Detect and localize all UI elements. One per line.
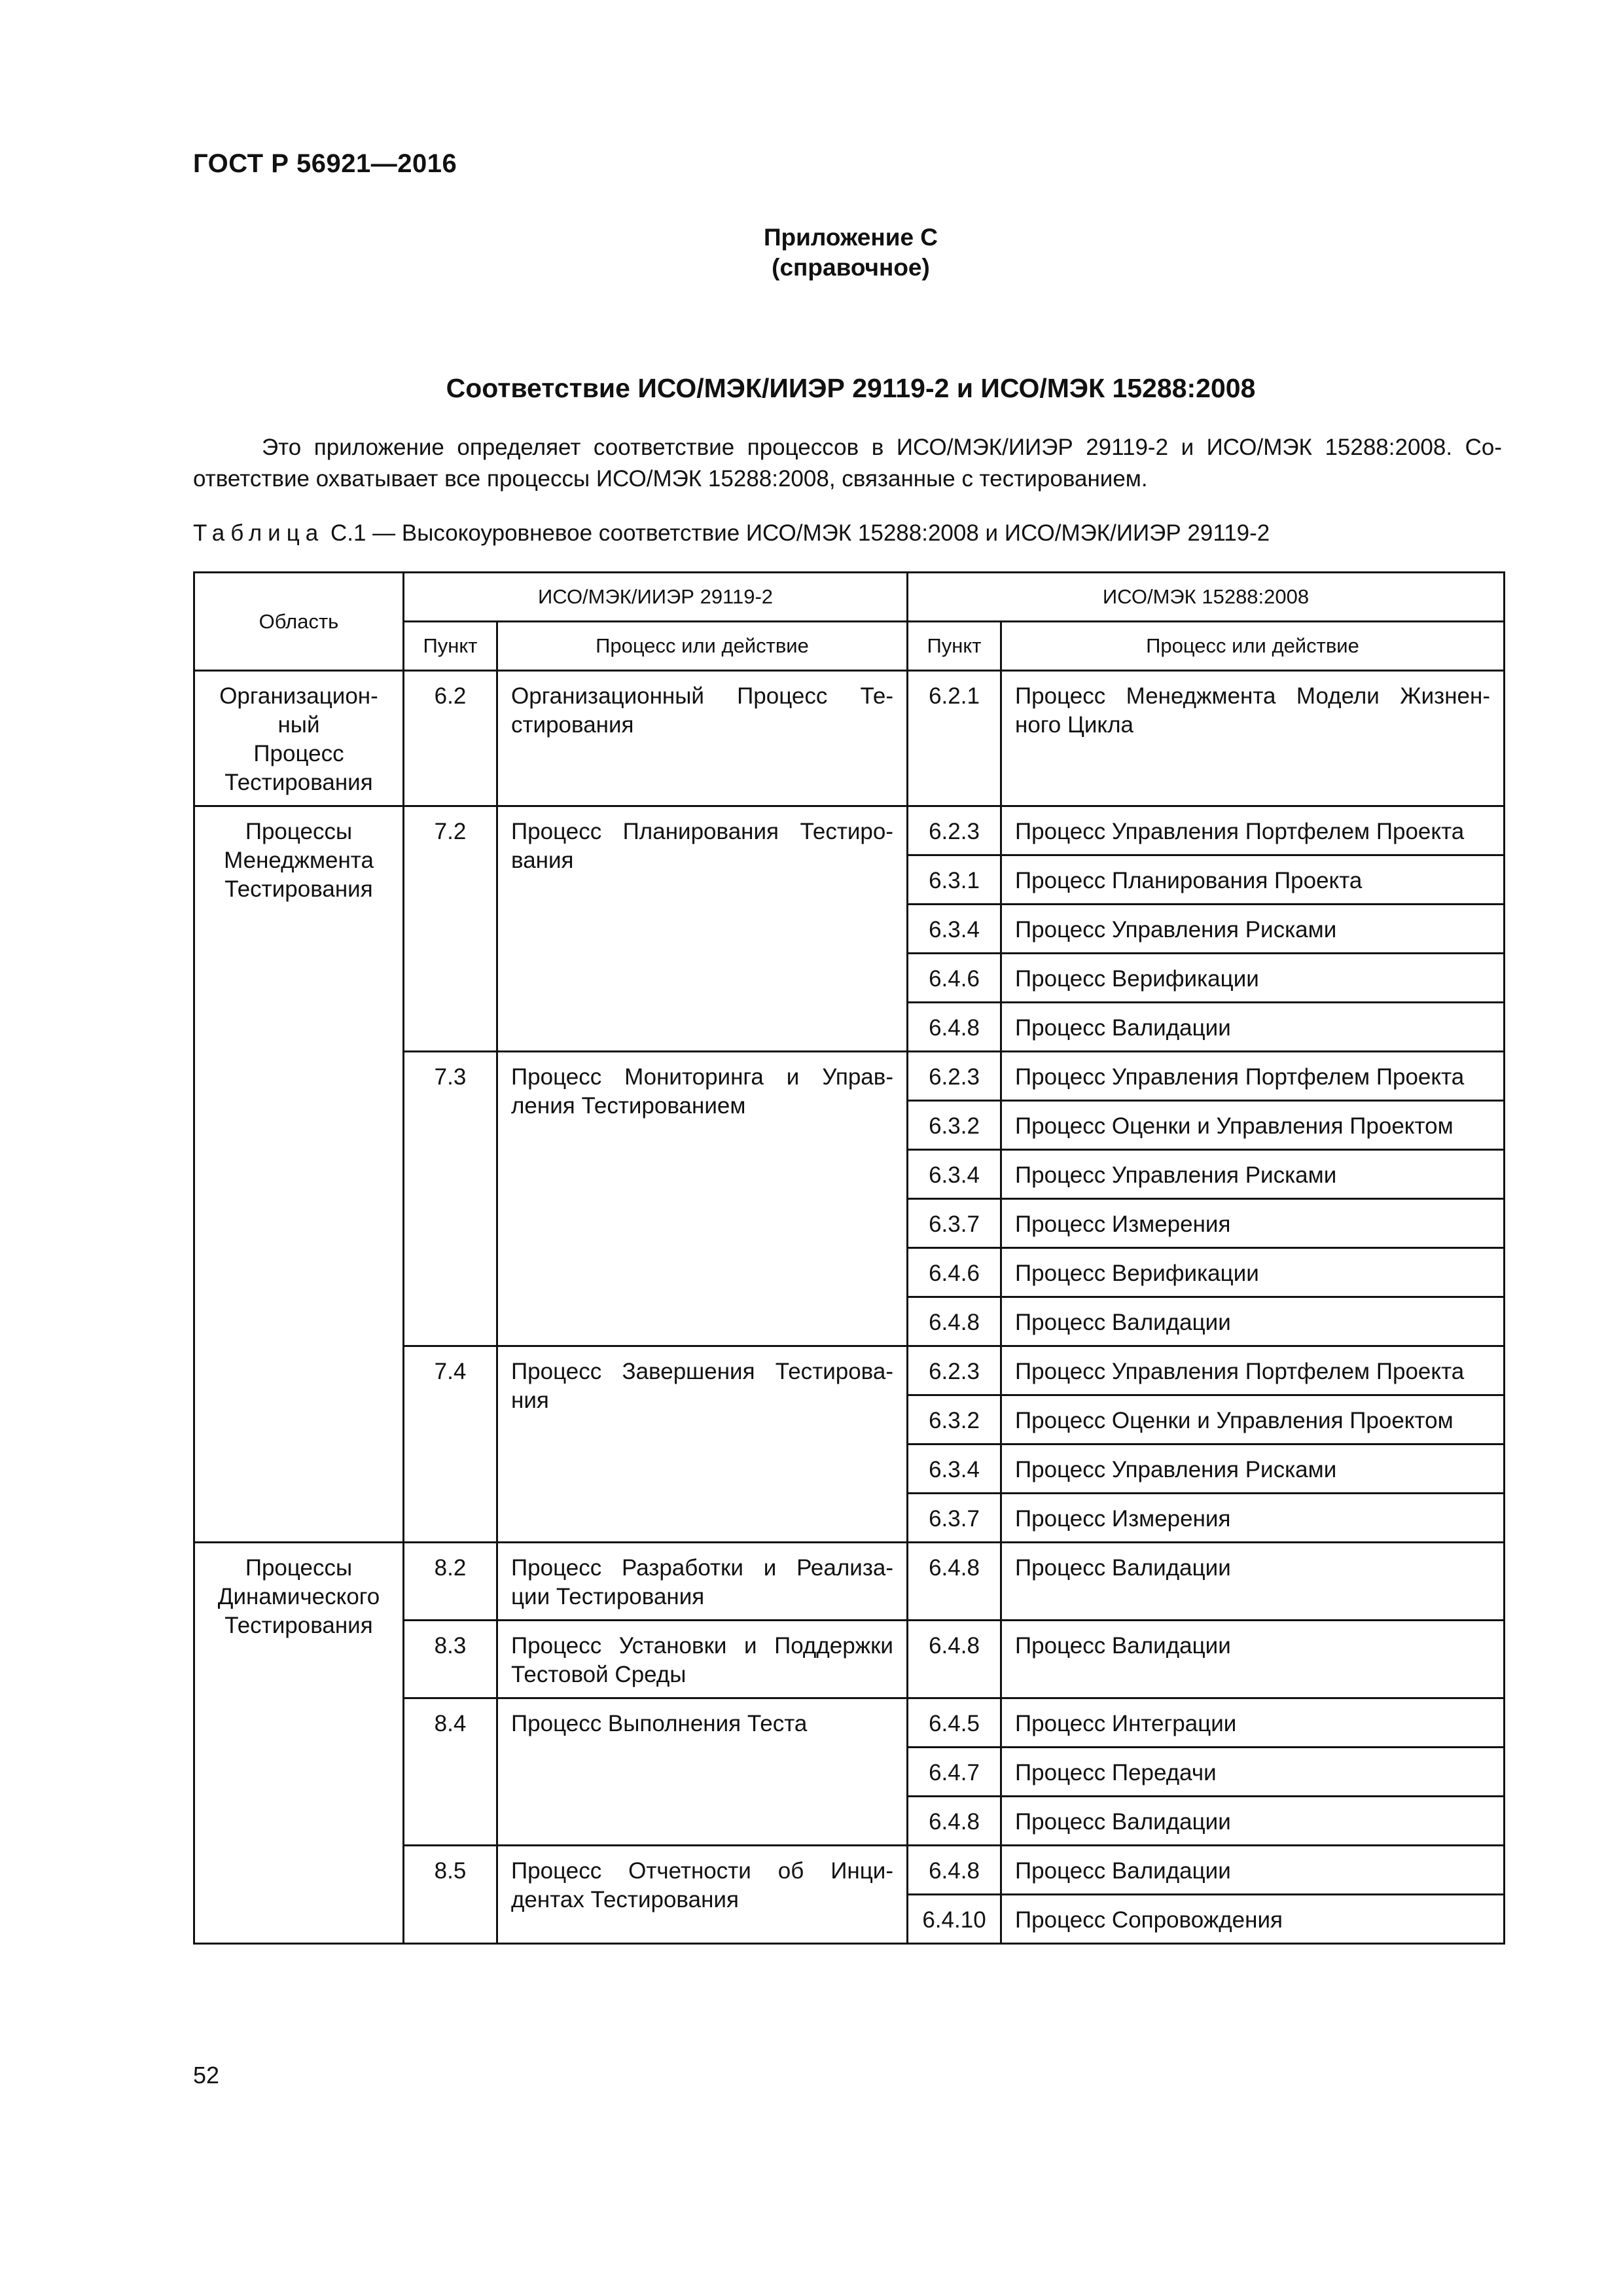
- process-cell: Процесс Менеджмента Модели Жизнен- ного Цикла: [1001, 671, 1505, 806]
- process-cell: Процесс Оценки и Управления Проектом: [1001, 1395, 1505, 1444]
- annex-type: (справочное): [772, 254, 930, 281]
- process-cell: Процесс Передачи: [1001, 1748, 1505, 1797]
- standard-header: ГОСТ Р 56921—2016: [193, 149, 457, 178]
- clause-cell: 6.2.1: [908, 671, 1001, 806]
- table-caption-text: С.1 — Высокоуровневое соответствие ИСО/МЭК 15288:2008 и ИСО/МЭК/ИИЭР 29119-2: [324, 520, 1270, 546]
- process-cell: Процесс Измерения: [1001, 1199, 1505, 1248]
- section-title: Соответствие ИСО/МЭК/ИИЭР 29119-2 и ИСО/МЭК 15288:2008: [446, 373, 1256, 403]
- header-std-29119: ИСО/МЭК/ИИЭР 29119-2: [404, 573, 908, 622]
- header-clause: Пункт: [404, 622, 497, 671]
- process-cell: Процесс Установки и Поддержки Тестовой Среды: [497, 1621, 908, 1698]
- clause-cell: 6.4.6: [908, 1248, 1001, 1297]
- clause-cell: 6.4.8: [908, 1797, 1001, 1846]
- intro-paragraph: [193, 432, 1502, 495]
- clause-cell: 8.5: [404, 1846, 497, 1944]
- clause-cell: 6.2.3: [908, 806, 1001, 855]
- table-row: [194, 806, 1505, 855]
- process-cell: Процесс Отчетности об Инци- дентах Тестирования: [497, 1846, 908, 1944]
- area-cell: Процессы Менеджмента Тестирования: [194, 806, 404, 1543]
- table-row: [194, 671, 1505, 806]
- clause-cell: 6.3.1: [908, 855, 1001, 905]
- process-cell: Процесс Валидации: [1001, 1543, 1505, 1621]
- clause-cell: 6.2: [404, 671, 497, 806]
- table-row: [194, 1543, 1505, 1621]
- clause-cell: 6.3.4: [908, 905, 1001, 954]
- area-cell: Процессы Динамического Тестирования: [194, 1543, 404, 1944]
- clause-cell: 6.2.3: [908, 1346, 1001, 1395]
- process-cell: Процесс Верификации: [1001, 1248, 1505, 1297]
- header-clause: Пункт: [908, 622, 1001, 671]
- process-cell: Процесс Планирования Тестиро- вания: [497, 806, 908, 1052]
- clause-cell: 6.4.8: [908, 1543, 1001, 1621]
- process-cell: Процесс Управления Рисками: [1001, 1150, 1505, 1199]
- process-cell: Процесс Планирования Проекта: [1001, 855, 1505, 905]
- process-cell: Процесс Выполнения Теста: [497, 1698, 908, 1846]
- clause-cell: 6.4.10: [908, 1895, 1001, 1944]
- process-cell: Процесс Управления Портфелем Проекта: [1001, 1052, 1505, 1101]
- clause-cell: 6.4.7: [908, 1748, 1001, 1797]
- page-number: 52: [193, 2062, 220, 2089]
- process-cell: Процесс Мониторинга и Управ- ления Тестированием: [497, 1052, 908, 1346]
- clause-cell: 6.2.3: [908, 1052, 1001, 1101]
- clause-cell: 6.4.6: [908, 954, 1001, 1003]
- clause-cell: 7.4: [404, 1346, 497, 1543]
- process-cell: Процесс Завершения Тестирова- ния: [497, 1346, 908, 1543]
- header-process: Процесс или действие: [1001, 622, 1505, 671]
- clause-cell: 8.3: [404, 1621, 497, 1698]
- correspondence-table: [193, 571, 1505, 1945]
- area-cell: Организацион- ный Процесс Тестирования: [194, 671, 404, 806]
- header-area: Область: [194, 573, 404, 671]
- table-header-row: [194, 573, 1505, 622]
- clause-cell: 6.3.4: [908, 1444, 1001, 1494]
- clause-cell: 6.4.8: [908, 1846, 1001, 1895]
- clause-cell: 6.3.2: [908, 1101, 1001, 1150]
- header-std-15288: ИСО/МЭК 15288:2008: [908, 573, 1505, 622]
- process-cell: Процесс Сопровождения: [1001, 1895, 1505, 1944]
- clause-cell: 8.4: [404, 1698, 497, 1846]
- process-cell: Процесс Разработки и Реализа- ции Тестирования: [497, 1543, 908, 1621]
- clause-cell: 6.3.7: [908, 1494, 1001, 1543]
- process-cell: Процесс Оценки и Управления Проектом: [1001, 1101, 1505, 1150]
- process-cell: Процесс Валидации: [1001, 1003, 1505, 1052]
- header-process: Процесс или действие: [497, 622, 908, 671]
- clause-cell: 7.3: [404, 1052, 497, 1346]
- clause-cell: 6.3.4: [908, 1150, 1001, 1199]
- clause-cell: 6.4.8: [908, 1621, 1001, 1698]
- process-cell: Процесс Управления Рисками: [1001, 1444, 1505, 1494]
- clause-cell: 6.4.8: [908, 1297, 1001, 1346]
- process-cell: Процесс Валидации: [1001, 1846, 1505, 1895]
- intro-line-1: Это приложение определяет соответствие процессов в ИСО/МЭК/ИИЭР 29119-2 и ИСО/МЭК 15288:2008. Со-: [262, 435, 1502, 460]
- table-caption-label: Таблица: [193, 520, 325, 546]
- table-caption: [193, 520, 1270, 547]
- process-cell: Организационный Процесс Те- стирования: [497, 671, 908, 806]
- process-cell: Процесс Валидации: [1001, 1621, 1505, 1698]
- process-cell: Процесс Измерения: [1001, 1494, 1505, 1543]
- clause-cell: 7.2: [404, 806, 497, 1052]
- clause-cell: 6.3.2: [908, 1395, 1001, 1444]
- process-cell: Процесс Интеграции: [1001, 1698, 1505, 1748]
- process-cell: Процесс Валидации: [1001, 1297, 1505, 1346]
- process-cell: Процесс Валидации: [1001, 1797, 1505, 1846]
- annex-heading: [196, 223, 1505, 283]
- process-cell: Процесс Управления Портфелем Проекта: [1001, 1346, 1505, 1395]
- process-cell: Процесс Управления Рисками: [1001, 905, 1505, 954]
- clause-cell: 8.2: [404, 1543, 497, 1621]
- clause-cell: 6.3.7: [908, 1199, 1001, 1248]
- process-cell: Процесс Управления Портфелем Проекта: [1001, 806, 1505, 855]
- clause-cell: 6.4.8: [908, 1003, 1001, 1052]
- clause-cell: 6.4.5: [908, 1698, 1001, 1748]
- intro-line-2: ответствие охватывает все процессы ИСО/МЭК 15288:2008, связанные с тестированием.: [193, 466, 1148, 492]
- annex-title: Приложение С: [763, 224, 938, 251]
- process-cell: Процесс Верификации: [1001, 954, 1505, 1003]
